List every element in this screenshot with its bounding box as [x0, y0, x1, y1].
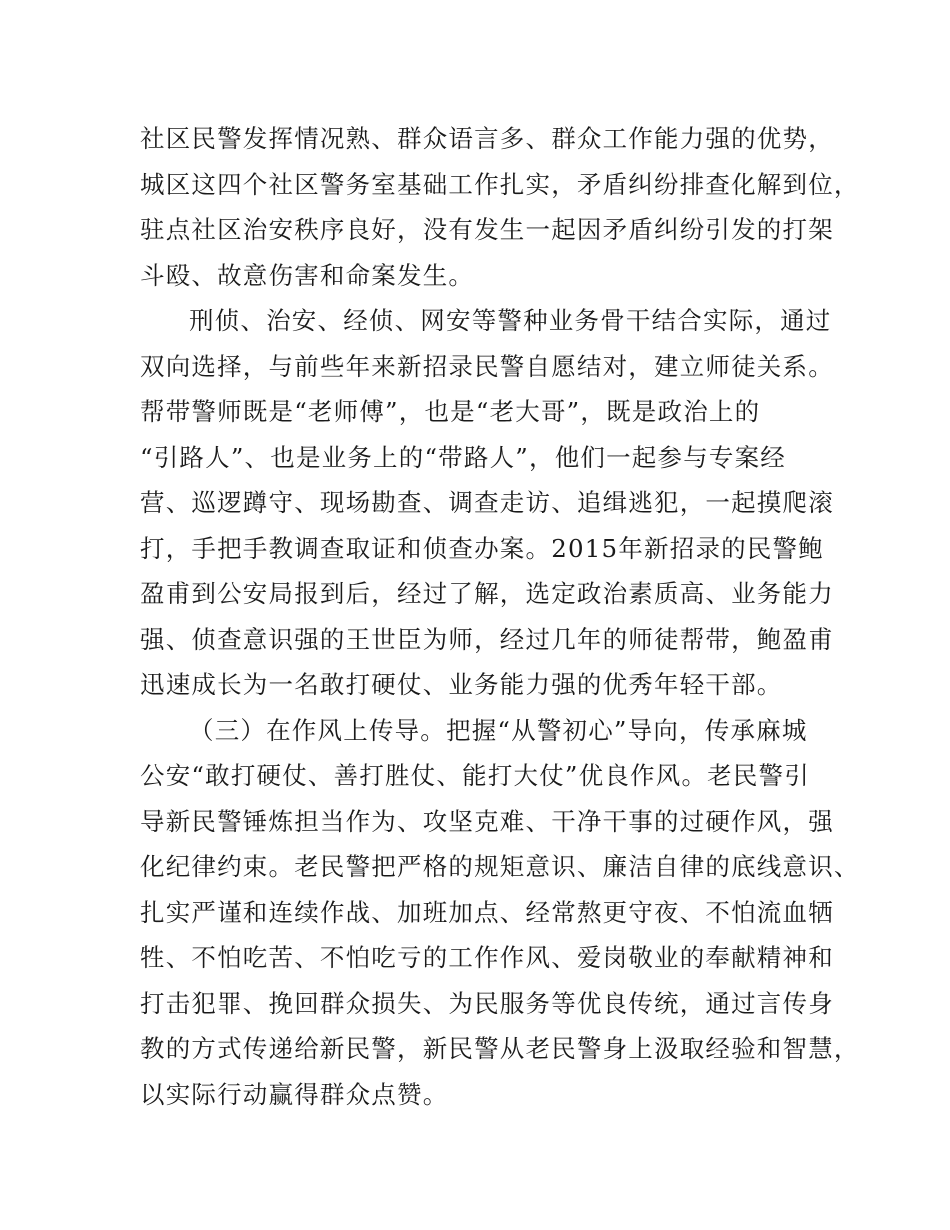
- text-line: 扎实严谨和连续作战、加班加点、经常熬更守夜、不怕流血牺: [140, 897, 834, 927]
- text-line: 双向选择，与前些年来新招录民警自愿结对，建立师徒关系。: [140, 351, 834, 381]
- text-line: 斗殴、故意伤害和命案发生。: [140, 260, 475, 290]
- text-line: 公安“敢打硬仗、善打胜仗、能打大仗”优良作风。老民警引: [140, 761, 810, 790]
- text-line: 强、侦查意识强的王世臣为师，经过几年的师徒帮带，鲍盈甫: [140, 624, 834, 654]
- paragraph-start-line: 刑侦、治安、经侦、网安等警种业务骨干结合实际，通过: [189, 306, 832, 335]
- text-line: 牲、不怕吃苦、不怕吃亏的工作作风、爱岗敬业的奉献精神和: [140, 943, 834, 972]
- text-line: 迅速成长为一名敢打硬仗、业务能力强的优秀年轻干部。: [140, 670, 783, 699]
- text-line: 营、巡逻蹲守、现场勘查、调查走访、追缉逃犯，一起摸爬滚: [140, 488, 834, 517]
- text-line: 化纪律约束。老民警把严格的规矩意识、廉洁自律的底线意识、: [140, 852, 860, 881]
- text-line: 导新民警锤炼担当作为、攻坚克难、干净干事的过硬作风，强: [140, 806, 834, 836]
- text-line: 帮带警师既是“老师傅”，也是“老大哥”，既是政治上的: [140, 397, 761, 426]
- text-line: 盈甫到公安局报到后，经过了解，选定政治素质高、业务能力: [140, 579, 834, 608]
- text-line: 驻点社区治安秩序良好，没有发生一起因矛盾纠纷引发的打架: [140, 215, 834, 244]
- text-line: 教的方式传递给新民警，新民警从老民警身上汲取经验和智慧，: [140, 1034, 860, 1063]
- text-line: 打，手把手教调查取证和侦查办案。2015年新招录的民警鲍: [140, 533, 824, 563]
- text-line: 城区这四个社区警务室基础工作扎实，矛盾纠纷排查化解到位，: [140, 169, 860, 199]
- text-line: “引路人”、也是业务上的“带路人”，他们一起参与专案经: [140, 442, 786, 472]
- section-heading-line: （三）在作风上传导。把握“从警初心”导向，传承麻城: [189, 715, 808, 745]
- text-line: 社区民警发挥情况熟、群众语言多、群众工作能力强的优势，: [140, 124, 834, 153]
- body-text: [140, 116, 860, 1117]
- text-line: 打击犯罪、挽回群众损失、为民服务等优良传统，通过言传身: [140, 988, 834, 1018]
- text-line: 以实际行动赢得群众点赞。: [140, 1079, 449, 1109]
